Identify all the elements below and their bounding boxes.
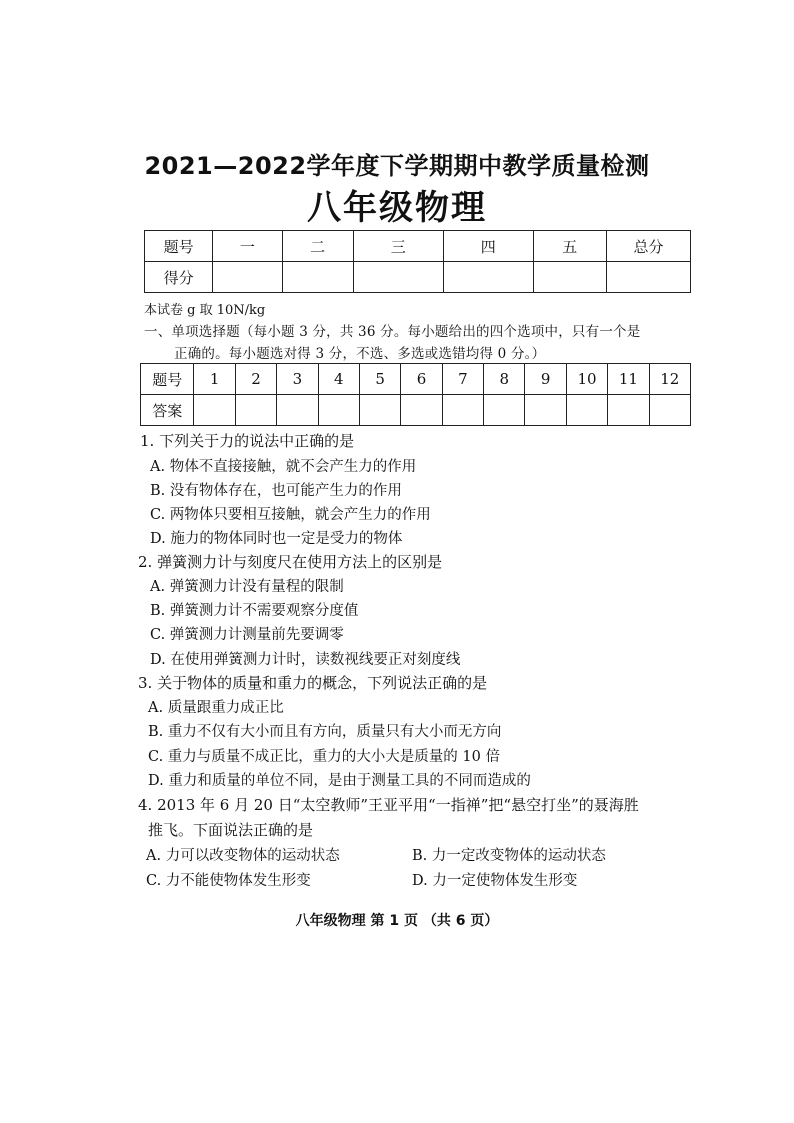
- score-header-cell: 一: [213, 231, 282, 262]
- answer-row-label: 答案: [141, 395, 194, 426]
- answer-cell[interactable]: [318, 395, 359, 426]
- score-header-cell: 四: [443, 231, 533, 262]
- section1-intro-line2: 正确的。每小题选对得 3 分，不选、多选或选错均得 0 分。）: [174, 346, 546, 362]
- score-header-cell: 总分: [606, 231, 690, 262]
- question-1-option-c: C. 两物体只要相互接触，就会产生力的作用: [150, 507, 431, 523]
- question-2-option-a: A. 弹簧测力计没有量程的限制: [150, 579, 344, 595]
- score-table: [144, 230, 691, 293]
- answer-table-answer-row: [141, 395, 691, 426]
- exam-title: 2021—2022学年度下学期期中教学质量检测: [144, 152, 650, 180]
- score-header-cell: 题号: [145, 231, 213, 262]
- answer-cell[interactable]: [359, 395, 400, 426]
- score-table-score-row: [145, 262, 691, 293]
- question-4-stem-line2: 推飞。下面说法正确的是: [148, 821, 314, 839]
- answer-cell[interactable]: [277, 395, 318, 426]
- question-number-cell: 5: [359, 364, 400, 395]
- question-number-cell: 6: [401, 364, 442, 395]
- question-3-option-c: C. 重力与质量不成正比，重力的大小大是质量的 10 倍: [148, 749, 500, 765]
- question-number-cell: 11: [608, 364, 649, 395]
- answer-cell[interactable]: [649, 395, 690, 426]
- subject-title: 八年级物理: [307, 188, 487, 228]
- score-cell[interactable]: [353, 262, 443, 293]
- score-cell[interactable]: [443, 262, 533, 293]
- question-1-option-d: D. 施力的物体同时也一定是受力的物体: [150, 531, 403, 547]
- score-cell[interactable]: [606, 262, 690, 293]
- question-number-cell: 8: [484, 364, 525, 395]
- question-4-option-b: B. 力一定改变物体的运动状态: [412, 848, 606, 864]
- score-row-label: 得分: [145, 262, 213, 293]
- question-number-cell: 9: [525, 364, 566, 395]
- question-4-stem-line1: 4. 2013 年 6 月 20 日“太空教师”王亚平用“一指禅”把“悬空打坐”的聂海胜: [138, 796, 639, 814]
- question-1-stem: 1. 下列关于力的说法中正确的是: [140, 432, 355, 450]
- answer-cell[interactable]: [484, 395, 525, 426]
- answer-table-number-row: [141, 364, 691, 395]
- question-number-cell: 1: [194, 364, 235, 395]
- question-number-cell: 10: [566, 364, 607, 395]
- gravity-note: 本试卷 g 取 10N/kg: [144, 303, 266, 318]
- answer-header-label: 题号: [141, 364, 194, 395]
- question-2-stem: 2. 弹簧测力计与刻度尺在使用方法上的区别是: [138, 553, 443, 571]
- answer-cell[interactable]: [442, 395, 483, 426]
- score-cell[interactable]: [533, 262, 606, 293]
- answer-table: [140, 363, 691, 426]
- question-2-option-d: D. 在使用弹簧测力计时，读数视线要正对刻度线: [150, 652, 461, 668]
- score-header-cell: 二: [282, 231, 353, 262]
- question-3-option-a: A. 质量跟重力成正比: [148, 700, 284, 716]
- page-footer: 八年级物理 第 1 页 （共 6 页）: [295, 913, 499, 929]
- question-number-cell: 2: [235, 364, 276, 395]
- question-2-option-b: B. 弹簧测力计不需要观察分度值: [150, 603, 359, 619]
- score-header-cell: 五: [533, 231, 606, 262]
- section1-intro-line1: 一、单项选择题（每小题 3 分，共 36 分。每小题给出的四个选项中，只有一个是: [144, 324, 641, 340]
- answer-cell[interactable]: [401, 395, 442, 426]
- question-1-option-b: B. 没有物体存在，也可能产生力的作用: [150, 483, 402, 499]
- score-header-cell: 三: [353, 231, 443, 262]
- answer-cell[interactable]: [525, 395, 566, 426]
- answer-cell[interactable]: [235, 395, 276, 426]
- question-number-cell: 12: [649, 364, 690, 395]
- question-number-cell: 4: [318, 364, 359, 395]
- question-4-option-a: A. 力可以改变物体的运动状态: [146, 848, 340, 864]
- answer-cell[interactable]: [608, 395, 649, 426]
- question-4-option-d: D. 力一定使物体发生形变: [412, 873, 578, 889]
- score-cell[interactable]: [213, 262, 282, 293]
- question-3-option-d: D. 重力和质量的单位不同，是由于测量工具的不同而造成的: [148, 773, 531, 789]
- question-3-option-b: B. 重力不仅有大小而且有方向，质量只有大小而无方向: [148, 724, 502, 740]
- score-cell[interactable]: [282, 262, 353, 293]
- question-number-cell: 3: [277, 364, 318, 395]
- answer-cell[interactable]: [566, 395, 607, 426]
- answer-cell[interactable]: [194, 395, 235, 426]
- question-3-stem: 3. 关于物体的质量和重力的概念，下列说法正确的是: [138, 674, 488, 692]
- question-4-option-c: C. 力不能使物体发生形变: [146, 873, 311, 889]
- question-2-option-c: C. 弹簧测力计测量前先要调零: [150, 627, 344, 643]
- question-number-cell: 7: [442, 364, 483, 395]
- question-1-option-a: A. 物体不直接接触，就不会产生力的作用: [150, 459, 417, 475]
- score-table-header-row: [145, 231, 691, 262]
